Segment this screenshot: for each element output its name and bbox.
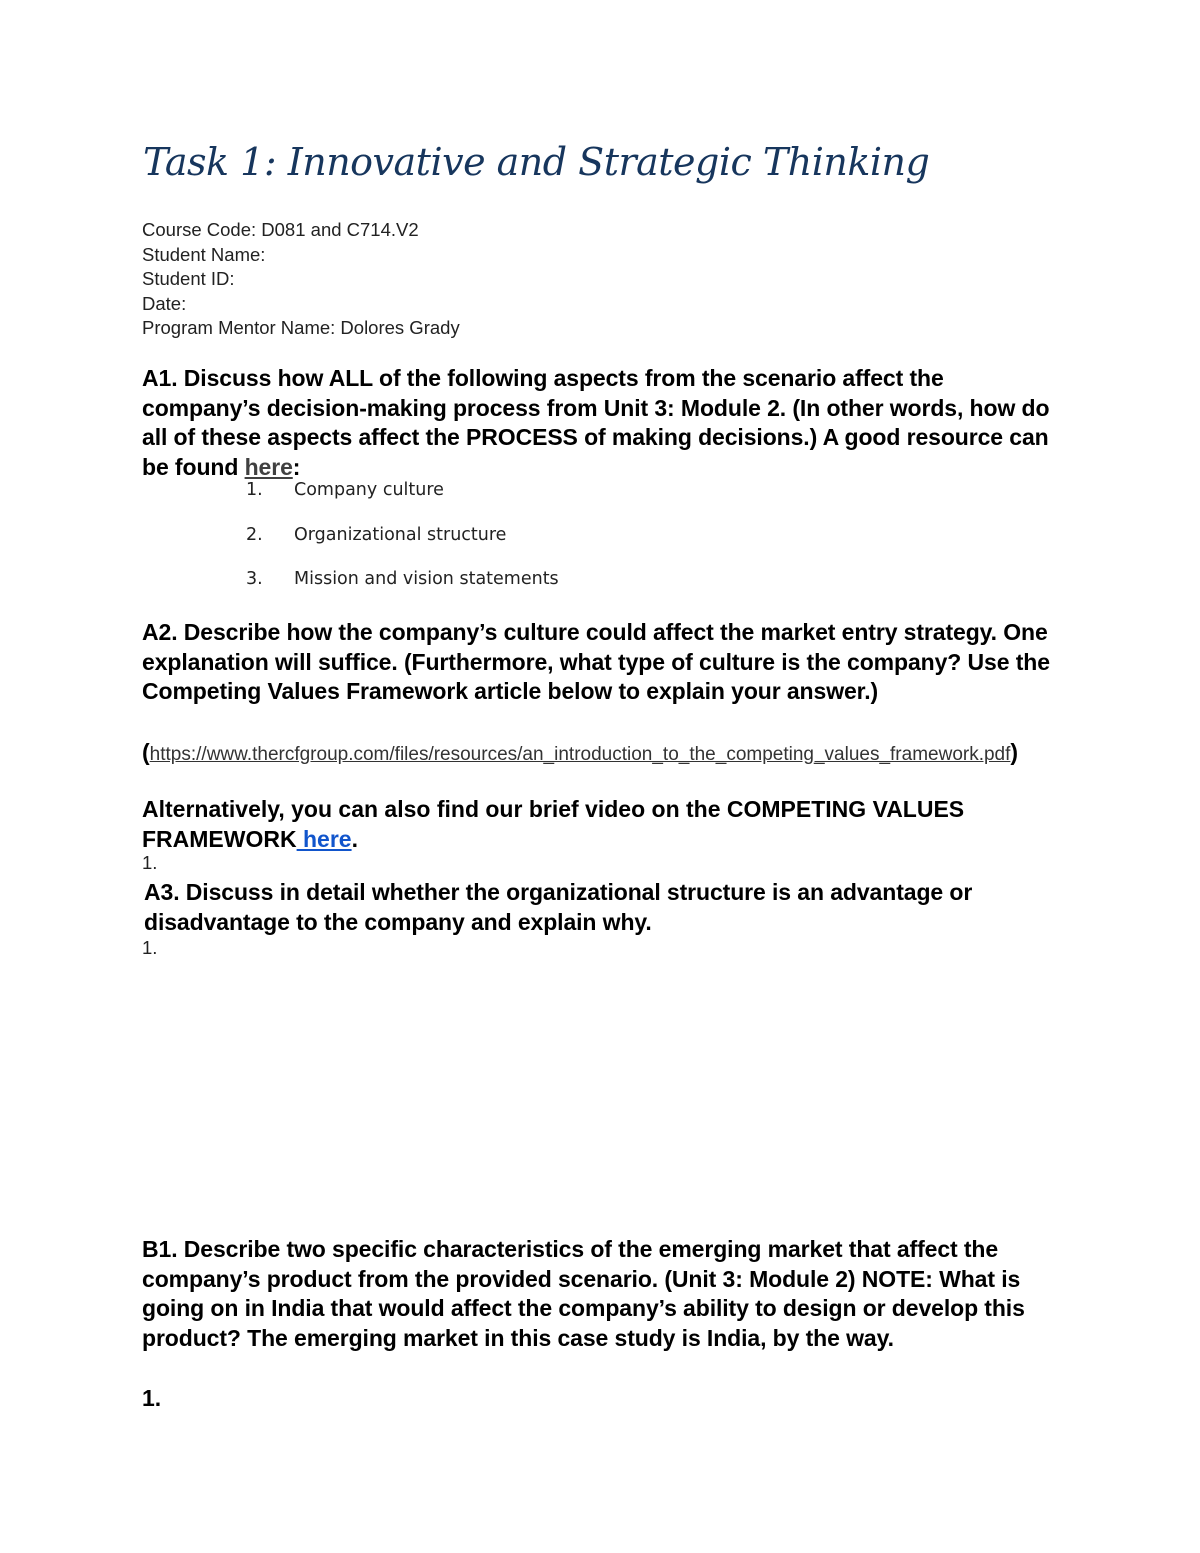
- program-mentor: Program Mentor Name: Dolores Grady: [142, 317, 460, 339]
- course-code: Course Code: D081 and C714.V2: [142, 219, 419, 240]
- list-item: [246, 569, 559, 614]
- answer-a3[interactable]: 1.: [142, 937, 158, 958]
- aspects-list: [246, 480, 559, 614]
- question-a1-text: A1. Discuss how ALL of the following aspects from the scenario affect the company’s decision-making process from Unit 3: Module 2. (In other words, how do all of these aspects affect the PROCESS of making decisions.) A good resource can be found: [142, 365, 1050, 480]
- resource-link[interactable]: here: [244, 453, 293, 480]
- video-note-period: .: [351, 825, 358, 852]
- student-id: Student ID:: [142, 268, 235, 290]
- list-item: [246, 525, 559, 570]
- close-paren: ): [1010, 739, 1019, 765]
- list-item: [246, 480, 559, 525]
- document-title: Task 1: Innovative and Strategic Thinking: [143, 140, 930, 184]
- question-a3: A3. Discuss in detail whether the organizational structure is an advantage or disadvantage to the company and explain why.: [144, 879, 973, 935]
- video-link[interactable]: here: [296, 825, 352, 852]
- question-a2: A2. Describe how the company’s culture could affect the market entry strategy. One explanation will suffice. (Furthermore, what type of culture is the company? Use the Competing Values Framework article below to explain your answer.): [142, 619, 1050, 704]
- list-item-number: 2.: [246, 524, 263, 545]
- list-item-label: Company culture: [294, 480, 444, 500]
- list-item-label: Mission and vision statements: [294, 569, 559, 589]
- date: Date:: [142, 292, 187, 314]
- student-info: [142, 218, 460, 341]
- video-note-text: Alternatively, you can also find our brief video on the COMPETING VALUES FRAMEWORK: [142, 796, 965, 852]
- list-item-number: 1.: [246, 480, 263, 500]
- question-b1: B1. Describe two specific characteristics of the emerging market that affect the company’s product from the provided scenario. (Unit 3: Module 2) NOTE: What is going on in India that would affect the company’s ability to design or develop this product? The emerging market in this case study is India, by the way.: [142, 1236, 1025, 1351]
- question-a1-colon: :: [292, 453, 301, 480]
- framework-article-link[interactable]: https://www.thercfgroup.com/files/resources/an_introduction_to_the_competing_values_framework.pdf: [149, 744, 1011, 765]
- answer-b1[interactable]: 1.: [142, 1385, 162, 1411]
- framework-url-line: [142, 738, 1072, 769]
- list-item-number: 3.: [246, 569, 263, 589]
- answer-a2[interactable]: 1.: [142, 852, 158, 873]
- open-paren: (: [142, 739, 150, 765]
- video-note: [142, 795, 1072, 854]
- student-name: Student Name:: [142, 243, 266, 265]
- list-item-label: Organizational structure: [294, 524, 507, 545]
- question-a1: [142, 364, 1062, 482]
